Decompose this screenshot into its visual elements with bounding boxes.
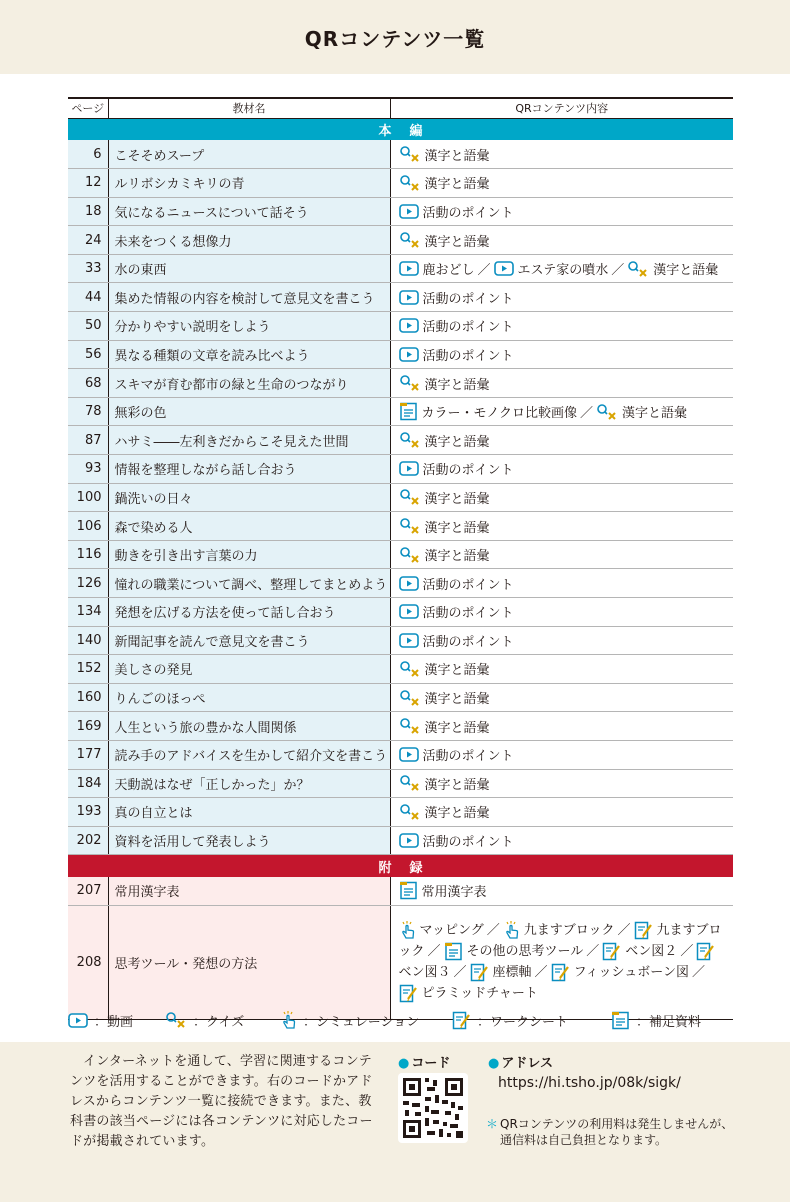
document-list-icon: [444, 942, 463, 961]
material-name: 人生という旅の豊かな人間関係: [108, 712, 390, 741]
legend-label: ：補足資料: [636, 1014, 702, 1030]
table-row: [68, 197, 733, 226]
quiz-magnifier-icon: [399, 660, 421, 678]
content-item-label[interactable]: 漢字と語彙: [424, 491, 490, 507]
quiz-magnifier-icon: [399, 431, 421, 449]
page-number: 68: [68, 369, 108, 398]
play-video-icon: [399, 604, 419, 619]
table-row: [68, 905, 733, 1019]
legend-item: [452, 1011, 568, 1030]
material-name: 気になるニュースについて話そう: [108, 197, 390, 226]
quiz-magnifier-icon: [399, 717, 421, 735]
content-cell: [390, 826, 733, 855]
table-row: [68, 283, 733, 312]
quiz-magnifier-icon: [596, 403, 618, 421]
title-band: [0, 0, 790, 74]
content-cell: [390, 226, 733, 255]
content-item-label[interactable]: ベン図２: [625, 944, 678, 960]
quiz-magnifier-icon: [165, 1011, 187, 1029]
content-cell: [390, 512, 733, 541]
section-header-app: [68, 855, 733, 877]
content-cell: [390, 426, 733, 455]
separator: ／: [692, 965, 706, 981]
page-number: 93: [68, 455, 108, 484]
page-number: 24: [68, 226, 108, 255]
separator: ／: [586, 944, 600, 960]
content-item-label[interactable]: ベン図３: [398, 965, 451, 981]
content-item-label[interactable]: 活動のポイント: [422, 577, 514, 593]
content-item-label[interactable]: 活動のポイント: [422, 749, 514, 765]
material-name: 真の自立とは: [108, 798, 390, 827]
quiz-magnifier-icon: [399, 546, 421, 564]
table-row: [68, 455, 733, 484]
table-header: [68, 98, 733, 118]
content-cell: [390, 283, 733, 312]
content-item-label[interactable]: その他の思考ツール: [466, 944, 584, 960]
quiz-magnifier-icon: [399, 174, 421, 192]
worksheet-icon: [470, 963, 489, 982]
separator: ／: [477, 263, 491, 279]
play-video-icon: [399, 290, 419, 305]
content-cell: [390, 197, 733, 226]
table-row: [68, 369, 733, 398]
content-item-label[interactable]: 活動のポイント: [422, 348, 514, 364]
table-row: [68, 740, 733, 769]
content-item-label[interactable]: 漢字と語彙: [424, 777, 490, 793]
content-cell: [390, 712, 733, 741]
page-number: 87: [68, 426, 108, 455]
page-number: 33: [68, 254, 108, 283]
content-cell: [390, 397, 733, 426]
table-row: [68, 626, 733, 655]
content-cell: [390, 369, 733, 398]
content-item-label[interactable]: 活動のポイント: [422, 291, 514, 307]
content-cell: [390, 340, 733, 369]
section-header-main: [68, 118, 733, 140]
material-name: 集めた情報の内容を検討して意見文を書こう: [108, 283, 390, 312]
material-name: 動きを引き出す言葉の力: [108, 540, 390, 569]
content-item-label[interactable]: カラー・モノクロ比較画像: [421, 406, 577, 422]
play-video-icon: [399, 347, 419, 362]
play-video-icon: [399, 318, 419, 333]
material-name: スキマが育む都市の緑と生命のつながり: [108, 369, 390, 398]
page-number: 106: [68, 512, 108, 541]
page-number: 18: [68, 197, 108, 226]
play-video-icon: [68, 1013, 88, 1028]
header-material: 教材名: [108, 98, 390, 118]
page-number: 169: [68, 712, 108, 741]
quiz-magnifier-icon: [627, 260, 649, 278]
legend-item: [280, 1011, 419, 1030]
page-number: 100: [68, 483, 108, 512]
play-video-icon: [399, 633, 419, 648]
table-row: [68, 655, 733, 684]
material-name: 水の東西: [108, 254, 390, 283]
material-name: 鍋洗いの日々: [108, 483, 390, 512]
content-cell: [390, 483, 733, 512]
content-item-label[interactable]: エステ家の噴水: [517, 263, 609, 279]
tap-hand-icon: [280, 1011, 297, 1030]
material-name: 新聞記事を読んで意見文を書こう: [108, 626, 390, 655]
table-row: [68, 826, 733, 855]
icon-legend: [68, 1010, 733, 1030]
material-name: 資料を活用して発表しよう: [108, 826, 390, 855]
content-item-label[interactable]: 活動のポイント: [422, 205, 514, 221]
material-name: 異なる種類の文章を読み比べよう: [108, 340, 390, 369]
content-item-label[interactable]: ピラミッドチャート: [421, 986, 538, 1002]
page-number: 152: [68, 655, 108, 684]
page-number: 116: [68, 540, 108, 569]
content-item-label[interactable]: 漢字と語彙: [424, 177, 490, 193]
material-name: 発想を広げる方法を使って話し合おう: [108, 598, 390, 627]
content-cell: [390, 798, 733, 827]
worksheet-icon: [452, 1011, 471, 1030]
bullet-dot: ●: [488, 1056, 500, 1071]
legend-item: [611, 1011, 701, 1030]
page-number: 202: [68, 826, 108, 855]
separator: ／: [617, 923, 631, 939]
table-row: [68, 877, 733, 906]
page-number: 160: [68, 683, 108, 712]
content-item-label[interactable]: 漢字と語彙: [424, 720, 490, 736]
quiz-magnifier-icon: [399, 803, 421, 821]
play-video-icon: [399, 204, 419, 219]
legend-item: [68, 1011, 133, 1030]
table-row: [68, 769, 733, 798]
table-row: [68, 712, 733, 741]
content-cell: [390, 877, 733, 906]
page-number: 207: [68, 877, 108, 906]
table-row: [68, 798, 733, 827]
content-item-label[interactable]: 活動のポイント: [422, 634, 514, 650]
content-url-link[interactable]: https://hi.tsho.jp/08k/sigk/: [498, 1075, 681, 1091]
table-row: [68, 540, 733, 569]
page-number: 193: [68, 798, 108, 827]
material-name: 思考ツール・発想の方法: [108, 905, 390, 1019]
page-number: 126: [68, 569, 108, 598]
table-row: [68, 312, 733, 341]
separator: ／: [611, 263, 625, 279]
legend-label: ：動画: [94, 1014, 134, 1030]
content-item-label[interactable]: 漢字と語彙: [622, 406, 688, 422]
content-item-label[interactable]: 九ますブロック: [523, 923, 615, 939]
page-number: 6: [68, 140, 108, 169]
bullet-dot: ●: [398, 1056, 410, 1071]
legend-label: ：クイズ: [193, 1014, 245, 1030]
material-name: 未来をつくる想像力: [108, 226, 390, 255]
material-name: こそそめスープ: [108, 140, 390, 169]
content-cell: [390, 655, 733, 684]
material-name: 分かりやすい説明をしよう: [108, 312, 390, 341]
material-name: りんごのほっぺ: [108, 683, 390, 712]
separator: ／: [579, 406, 593, 422]
quiz-magnifier-icon: [399, 145, 421, 163]
document-list-icon: [399, 881, 418, 900]
content-item-label[interactable]: 活動のポイント: [422, 835, 514, 851]
worksheet-icon: [634, 921, 653, 940]
table-row: [68, 598, 733, 627]
content-item-label[interactable]: 漢字と語彙: [424, 377, 490, 393]
worksheet-icon: [696, 942, 715, 961]
code-label: ● コード: [398, 1056, 451, 1071]
content-item-label[interactable]: 九ますブロック: [398, 923, 722, 960]
legend-label: ：ワークシート: [477, 1014, 569, 1030]
legend-label: ：シミュレーション: [303, 1014, 420, 1030]
material-name: 天動説はなぜ「正しかった」か？: [108, 769, 390, 798]
separator: ／: [486, 923, 500, 939]
page-number: 140: [68, 626, 108, 655]
page-number: 50: [68, 312, 108, 341]
content-item-label[interactable]: 漢字と語彙: [424, 520, 490, 536]
header-content: QRコンテンツ内容: [390, 98, 733, 118]
page-number: 184: [68, 769, 108, 798]
address-label: ● アドレス: [488, 1056, 553, 1071]
content-cell: [390, 254, 733, 283]
page-number: 208: [68, 905, 108, 1019]
content-item-label[interactable]: フィッシュボーン図: [573, 965, 690, 981]
content-item-label[interactable]: 鹿おどし: [422, 263, 475, 279]
content-cell: [390, 769, 733, 798]
content-item-label[interactable]: 漢字と語彙: [653, 263, 719, 279]
worksheet-icon: [399, 984, 418, 1003]
table-row: [68, 569, 733, 598]
play-video-icon: [399, 261, 419, 276]
separator: ／: [534, 965, 548, 981]
table-row: [68, 226, 733, 255]
legend-item: [165, 1011, 244, 1030]
table-row: [68, 483, 733, 512]
content-item-label[interactable]: 座標軸: [492, 965, 532, 981]
content-item-label[interactable]: 活動のポイント: [422, 463, 514, 479]
material-name: 憧れの職業について調べ、整理してまとめよう: [108, 569, 390, 598]
page-number: 134: [68, 598, 108, 627]
page-number: 12: [68, 169, 108, 198]
content-item-label[interactable]: 漢字と語彙: [424, 434, 490, 450]
footer-description: インターネットを通して、学習に関連するコンテンツを活用することができます。右のコードかアドレスからコンテンツ一覧に接続できます。また、教科書の該当ページには各コンテンツに対応したコードが掲載されています。: [70, 1054, 373, 1149]
play-video-icon: [399, 747, 419, 762]
content-cell: [390, 905, 733, 1019]
quiz-magnifier-icon: [399, 231, 421, 249]
header-page: ページ: [68, 98, 108, 118]
table-row: [68, 683, 733, 712]
table-row: [68, 512, 733, 541]
material-name: ルリボシカミキリの青: [108, 169, 390, 198]
content-item-label[interactable]: 活動のポイント: [422, 606, 514, 622]
quiz-magnifier-icon: [399, 774, 421, 792]
material-name: 情報を整理しながら話し合おう: [108, 455, 390, 484]
content-item-label[interactable]: マッピング: [419, 923, 484, 939]
table-row: [68, 169, 733, 198]
content-item-label[interactable]: 活動のポイント: [422, 320, 514, 336]
table-row: [68, 254, 733, 283]
material-name: 読み手のアドバイスを生かして紹介文を書こう: [108, 740, 390, 769]
qr-code-icon: [398, 1073, 468, 1143]
separator: ／: [680, 944, 694, 960]
section-title: 本編: [68, 118, 733, 140]
content-item-label[interactable]: 常用漢字表: [421, 885, 487, 901]
material-name: 美しさの発見: [108, 655, 390, 684]
quiz-magnifier-icon: [399, 517, 421, 535]
table-row: [68, 397, 733, 426]
content-item-label[interactable]: 漢字と語彙: [424, 549, 490, 565]
table-row: [68, 426, 733, 455]
content-cell: [390, 569, 733, 598]
content-cell: [390, 598, 733, 627]
content-cell: [390, 683, 733, 712]
content-item-label[interactable]: 漢字と語彙: [424, 663, 490, 679]
material-name: 無彩の色: [108, 397, 390, 426]
separator: ／: [427, 944, 441, 960]
tap-hand-icon: [399, 921, 416, 940]
content-cell: [390, 540, 733, 569]
page-title: QRコンテンツ一覧: [304, 26, 486, 51]
page-number: 78: [68, 397, 108, 426]
quiz-magnifier-icon: [399, 488, 421, 506]
tap-hand-icon: [503, 921, 520, 940]
content-item-label[interactable]: 漢字と語彙: [424, 806, 490, 822]
content-item-label[interactable]: 漢字と語彙: [424, 234, 490, 250]
table-row: [68, 140, 733, 169]
qr-content-table: [68, 97, 733, 1020]
content-item-label[interactable]: 漢字と語彙: [424, 692, 490, 708]
content-cell: [390, 140, 733, 169]
content-cell: [390, 740, 733, 769]
content-item-label[interactable]: 漢字と語彙: [424, 148, 490, 164]
page-number: 56: [68, 340, 108, 369]
play-video-icon: [399, 576, 419, 591]
qr-code-image[interactable]: [398, 1073, 468, 1143]
content-cell: [390, 626, 733, 655]
section-title: 附録: [68, 855, 733, 877]
worksheet-icon: [551, 963, 570, 982]
content-cell: [390, 455, 733, 484]
material-name: 常用漢字表: [108, 877, 390, 906]
play-video-icon: [399, 461, 419, 476]
material-name: ハサミ――左利きだからこそ見えた世間: [108, 426, 390, 455]
play-video-icon: [399, 833, 419, 848]
table-row: [68, 340, 733, 369]
worksheet-icon: [602, 942, 621, 961]
note-asterisk: ＊: [486, 1117, 499, 1131]
page-number: 177: [68, 740, 108, 769]
fee-note: ＊ QRコンテンツの利用料は発生しませんが、 通信料は自己負担となります。: [486, 1117, 734, 1147]
quiz-magnifier-icon: [399, 374, 421, 392]
content-cell: [390, 169, 733, 198]
material-name: 森で染める人: [108, 512, 390, 541]
separator: ／: [453, 965, 467, 981]
page-number: 44: [68, 283, 108, 312]
quiz-magnifier-icon: [399, 689, 421, 707]
play-video-icon: [494, 261, 514, 276]
document-list-icon: [611, 1011, 630, 1030]
content-cell: [390, 312, 733, 341]
document-list-icon: [399, 402, 418, 421]
